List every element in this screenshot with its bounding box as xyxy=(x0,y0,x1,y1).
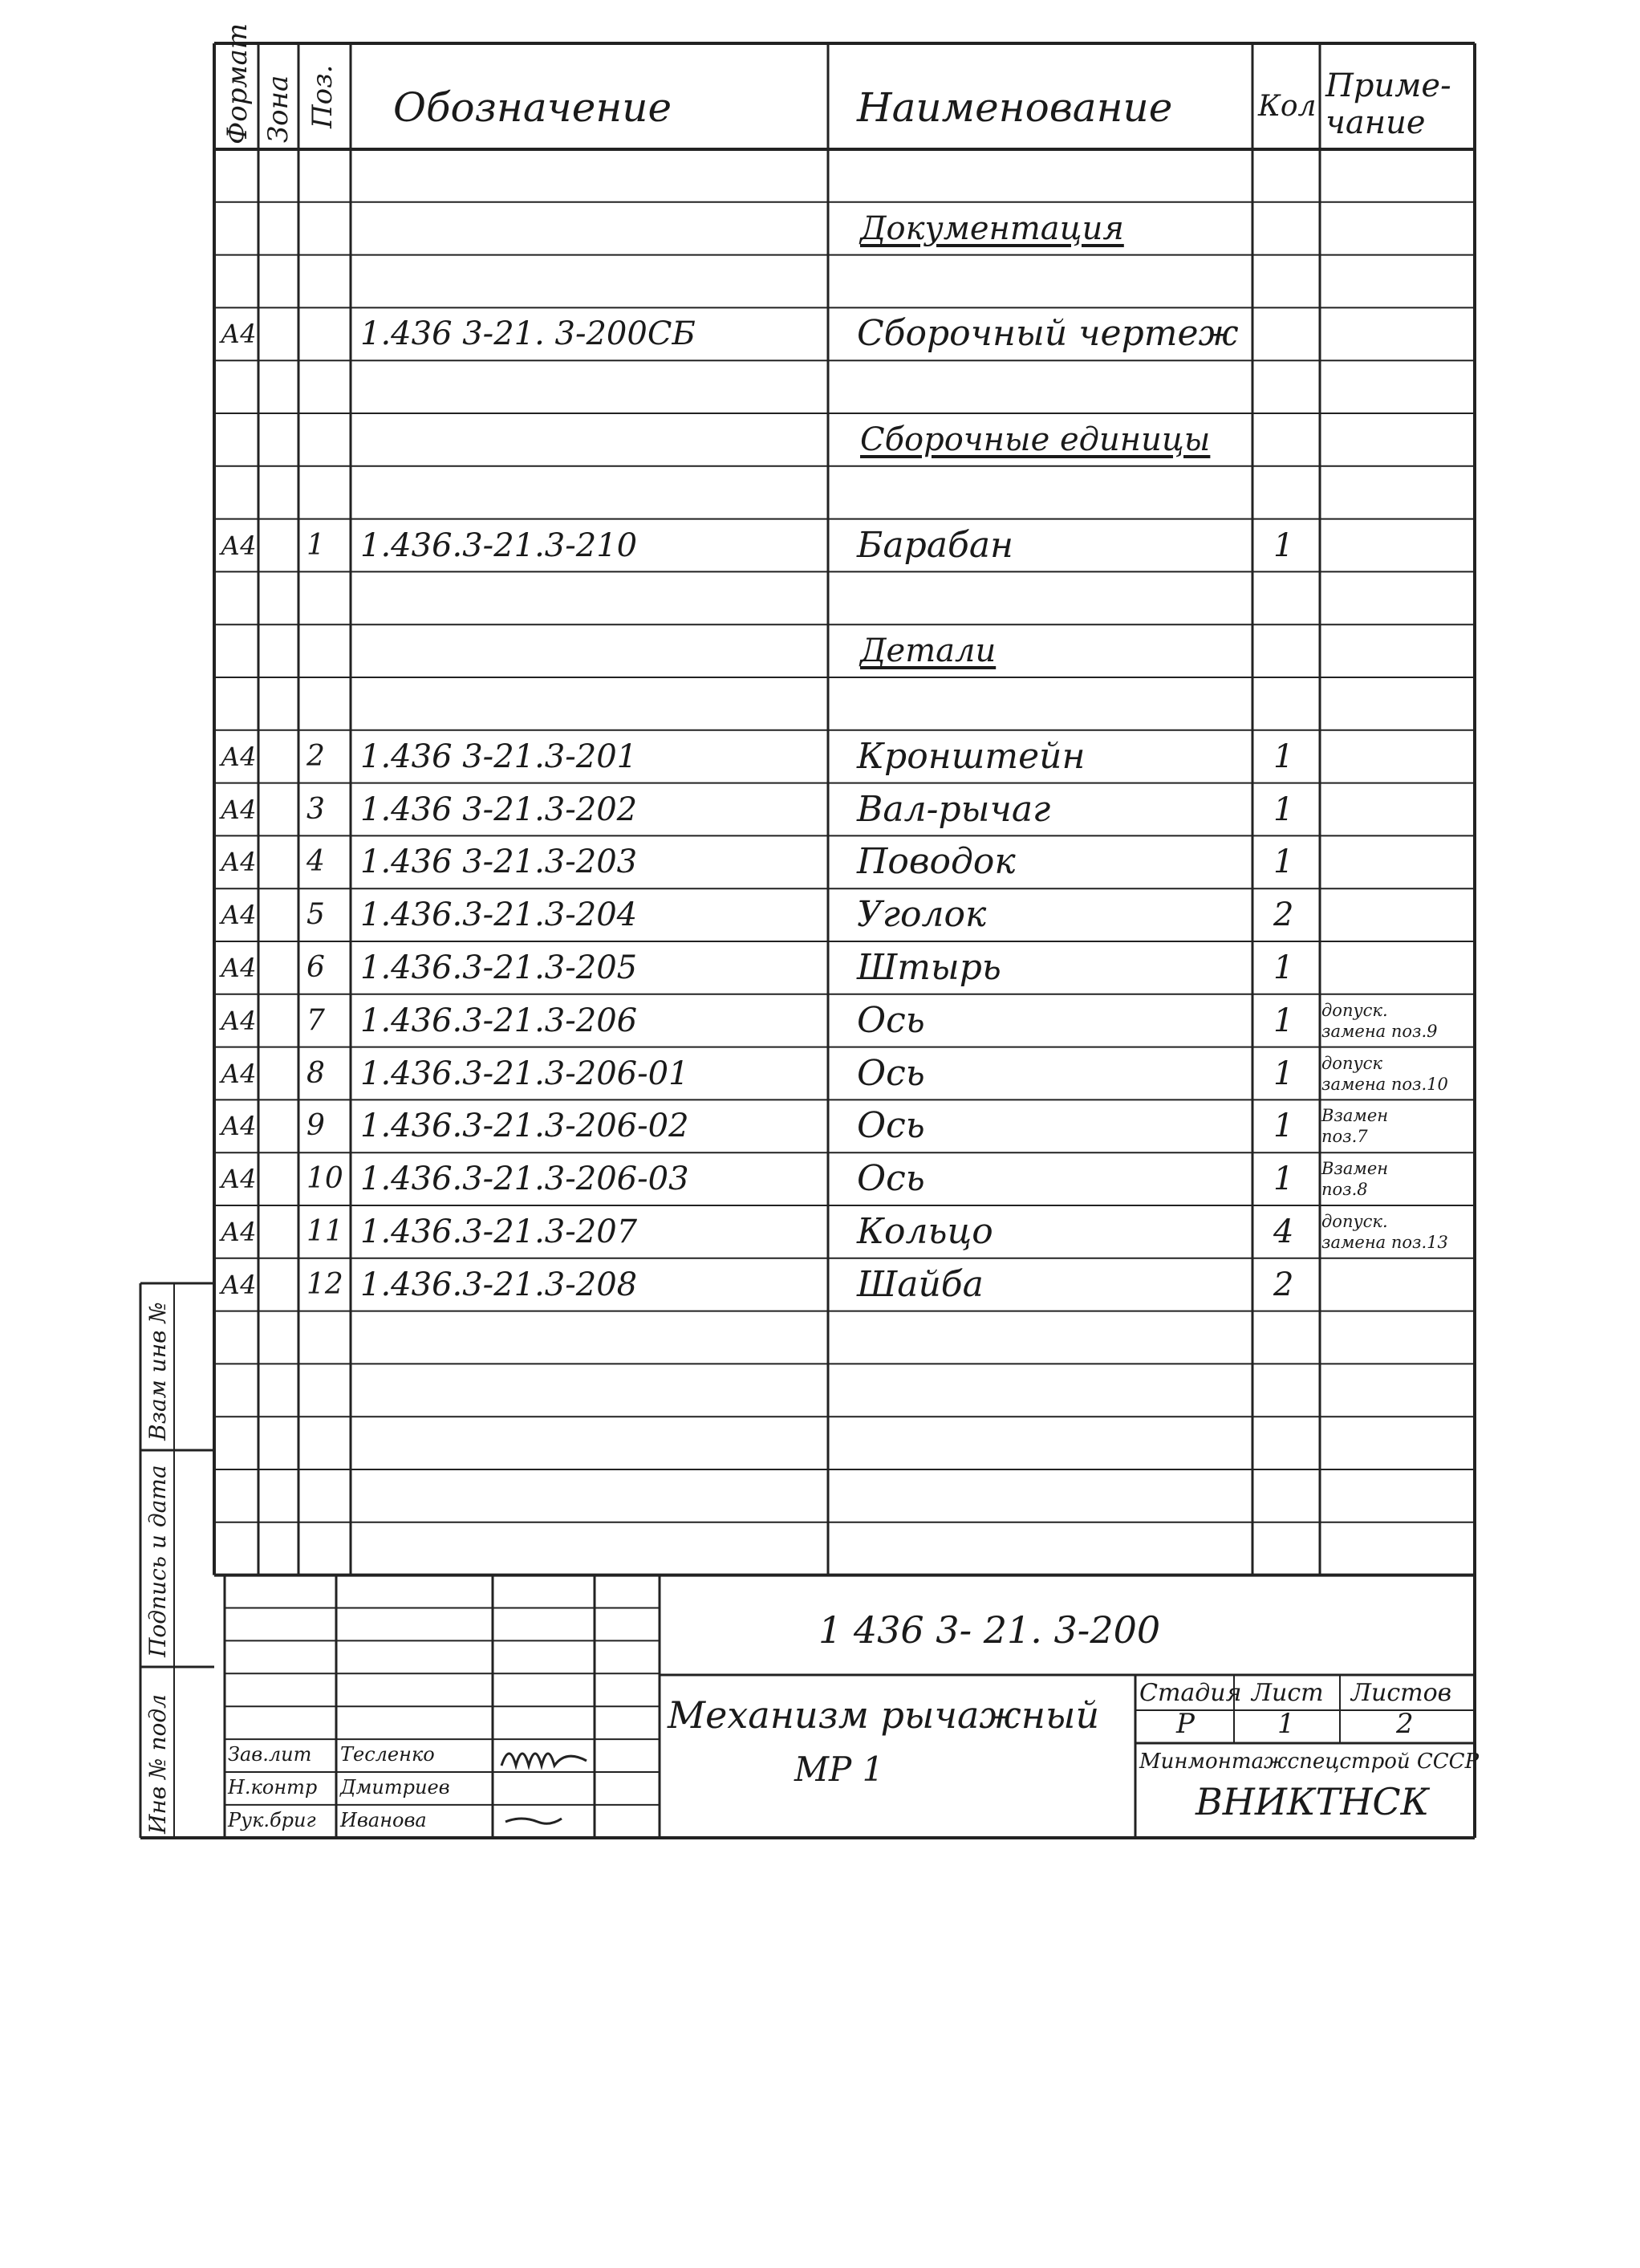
row-quantity: 1 xyxy=(1273,738,1294,775)
row-format: А4 xyxy=(221,741,257,772)
row-name: Сборочный чертеж xyxy=(857,313,1239,355)
row-position: 10 xyxy=(306,1162,343,1196)
header-pos: Поз. xyxy=(306,64,339,128)
row-format: А4 xyxy=(221,1005,257,1036)
row-name: Кронштейн xyxy=(857,735,1086,777)
role-head: Зав.лит xyxy=(228,1743,312,1766)
row-position: 9 xyxy=(306,1109,325,1143)
side-sign-date: Подпись и дата xyxy=(144,1465,171,1657)
name-head: Тесленко xyxy=(340,1743,435,1766)
stage-value: Р xyxy=(1176,1708,1195,1740)
row-format: А4 xyxy=(221,1164,257,1195)
row-quantity: 1 xyxy=(1273,1108,1294,1145)
role-norm-control: Н.контр xyxy=(228,1776,318,1799)
row-note-line1: допуск. xyxy=(1321,1000,1388,1020)
row-position: 6 xyxy=(306,951,325,984)
name-norm-control: Дмитриев xyxy=(340,1776,450,1799)
row-format: А4 xyxy=(221,847,257,878)
row-quantity: 2 xyxy=(1273,896,1294,934)
row-name: Ось xyxy=(857,1052,925,1094)
row-designation: 1.436.3-21.3-206 xyxy=(360,1002,638,1039)
header-format: Формат xyxy=(221,22,254,144)
row-format: А4 xyxy=(221,1111,257,1142)
row-designation: 1.436 3-21.3-202 xyxy=(360,791,638,828)
row-designation: 1.436 3-21.3-201 xyxy=(360,738,638,775)
header-qty: Кол xyxy=(1258,90,1317,123)
row-note-line2: замена поз.9 xyxy=(1321,1021,1438,1041)
row-name: Уголок xyxy=(857,894,987,936)
row-designation: 1.436.3-21.3-205 xyxy=(360,949,638,986)
row-note-line1: допуск xyxy=(1321,1053,1382,1073)
row-note-line2: поз.7 xyxy=(1321,1127,1368,1147)
signature xyxy=(501,1754,587,1766)
row-format: А4 xyxy=(221,530,257,561)
row-quantity: 1 xyxy=(1273,1002,1294,1039)
row-format: А4 xyxy=(221,319,257,350)
row-format: А4 xyxy=(221,1269,257,1300)
row-position: 5 xyxy=(306,898,325,932)
side-inv-orig: Инв № подл xyxy=(144,1694,171,1834)
row-position: 8 xyxy=(306,1056,325,1090)
row-position: 12 xyxy=(306,1267,343,1301)
name-team-lead: Иванова xyxy=(340,1809,427,1831)
section-heading: Сборочные единицы xyxy=(860,421,1211,458)
organization-name: ВНИКТНСК xyxy=(1195,1780,1430,1823)
row-position: 2 xyxy=(306,739,325,773)
row-name: Барабан xyxy=(857,524,1014,566)
stage-label: Стадия xyxy=(1139,1679,1242,1707)
document-number: 1 436 3- 21. 3-200 xyxy=(818,1608,1161,1652)
row-note-line1: Взамен xyxy=(1321,1159,1389,1179)
row-quantity: 1 xyxy=(1273,526,1294,564)
row-name: Поводок xyxy=(857,841,1016,883)
row-note-line1: допуск. xyxy=(1321,1212,1388,1231)
side-replace-inv: Взам инв № xyxy=(144,1302,171,1441)
row-name: Шайба xyxy=(857,1263,984,1305)
row-note-line2: замена поз.13 xyxy=(1321,1233,1448,1252)
row-note-line2: замена поз.10 xyxy=(1321,1074,1448,1094)
organization-ministry: Минмонтажспецстрой СССР xyxy=(1139,1750,1480,1774)
row-position: 3 xyxy=(306,792,325,826)
row-quantity: 1 xyxy=(1273,1055,1294,1092)
row-name: Вал-рычаг xyxy=(857,788,1051,830)
row-quantity: 2 xyxy=(1273,1266,1294,1303)
row-name: Ось xyxy=(857,1105,925,1147)
row-designation: 1.436.3-21.3-208 xyxy=(360,1266,638,1303)
row-quantity: 1 xyxy=(1273,949,1294,986)
row-quantity: 1 xyxy=(1273,791,1294,828)
row-format: А4 xyxy=(221,953,257,983)
row-note-line2: поз.8 xyxy=(1321,1180,1368,1200)
row-position: 4 xyxy=(306,845,325,879)
row-format: А4 xyxy=(221,900,257,931)
row-designation: 1.436.3-21.3-210 xyxy=(360,526,638,564)
row-name: Кольцо xyxy=(857,1211,993,1252)
row-designation: 1.436.3-21.3-206-03 xyxy=(360,1160,689,1198)
signature xyxy=(505,1819,562,1823)
row-format: А4 xyxy=(221,1217,257,1247)
header-note-line2: чание xyxy=(1325,104,1426,141)
row-position: 11 xyxy=(306,1215,343,1248)
document-title: Механизм рычажный xyxy=(668,1693,1100,1737)
document-subtitle: МР 1 xyxy=(794,1750,884,1789)
header-designation: Обозначение xyxy=(393,84,672,131)
sheets-value: 2 xyxy=(1396,1708,1414,1740)
row-position: 7 xyxy=(306,1003,325,1037)
row-name: Ось xyxy=(857,1158,925,1200)
row-note-line1: Взамен xyxy=(1321,1106,1389,1126)
row-quantity: 4 xyxy=(1273,1213,1294,1250)
sheet-value: 1 xyxy=(1277,1708,1295,1740)
row-quantity: 1 xyxy=(1273,1160,1294,1198)
section-heading: Документация xyxy=(860,209,1124,247)
row-designation: 1.436.3-21.3-206-01 xyxy=(360,1055,689,1092)
row-designation: 1.436.3-21.3-207 xyxy=(360,1213,638,1250)
header-name: Наименование xyxy=(857,84,1173,131)
row-format: А4 xyxy=(221,794,257,825)
header-zone: Зона xyxy=(262,75,294,143)
row-designation: 1.436.3-21.3-204 xyxy=(360,896,638,934)
role-team-lead: Рук.бриг xyxy=(228,1809,316,1831)
sheets-label: Листов xyxy=(1351,1679,1452,1707)
row-name: Штырь xyxy=(857,947,1001,988)
row-designation: 1.436.3-21.3-206-02 xyxy=(360,1108,689,1145)
sheet-label: Лист xyxy=(1252,1679,1324,1707)
row-name: Ось xyxy=(857,999,925,1041)
section-heading: Детали xyxy=(860,632,997,670)
header-note-line1: Приме- xyxy=(1325,67,1451,104)
row-position: 1 xyxy=(306,528,325,562)
row-quantity: 1 xyxy=(1273,843,1294,881)
row-designation: 1.436 3-21.3-203 xyxy=(360,843,638,881)
row-designation: 1.436 3-21. 3-200СБ xyxy=(360,315,696,353)
row-format: А4 xyxy=(221,1058,257,1089)
